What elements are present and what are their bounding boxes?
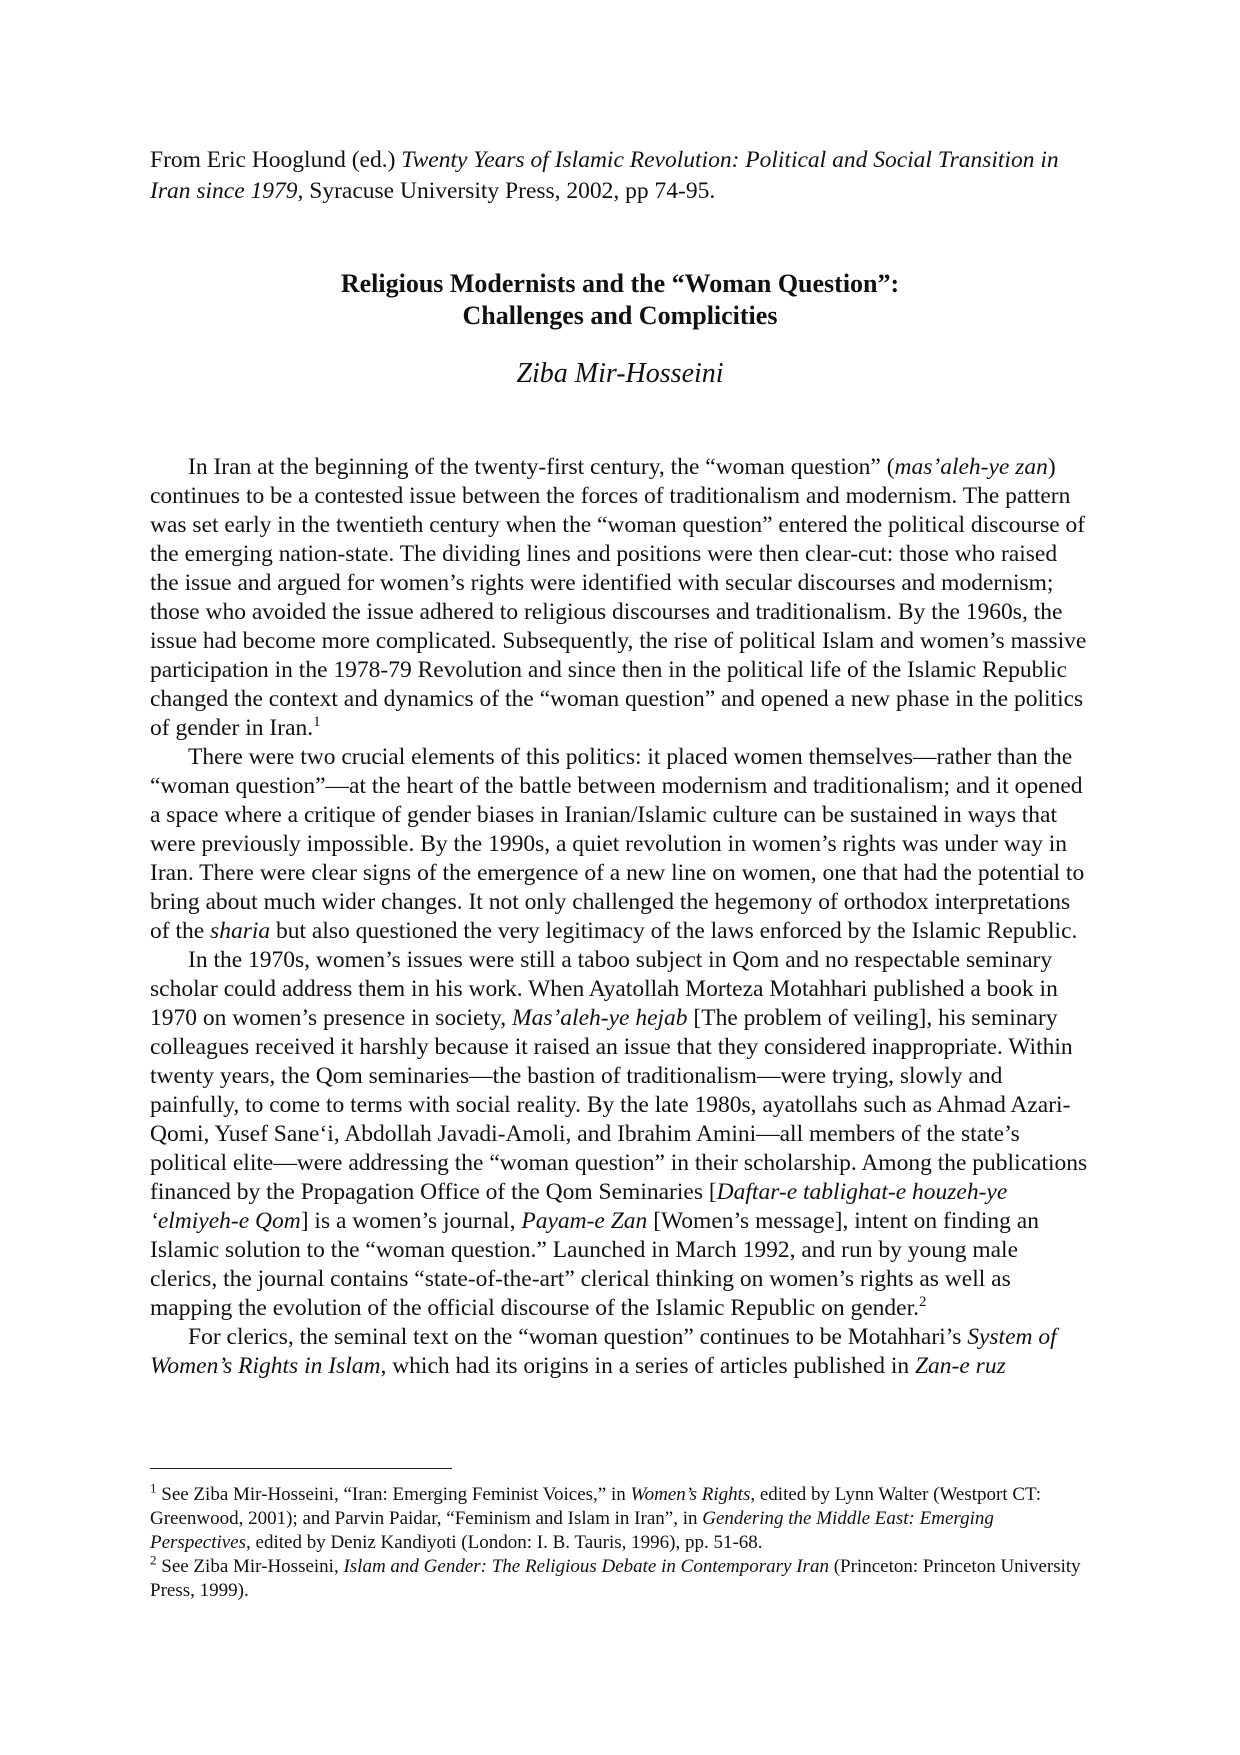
text-run: , edited by Deniz Kandiyoti (London: I. B. Tauris, 1996), pp. 51-68. [246, 1532, 763, 1553]
footnote [150, 1552, 1090, 1603]
footnote-number: 2 [150, 1552, 157, 1568]
italic-text: sharia [210, 918, 271, 944]
italic-text: Zan-e ruz [914, 1353, 1006, 1379]
italic-text: Daftar-e tablighat-e houzeh-ye ‘elmiyeh-e Qom [150, 1179, 1008, 1234]
footnote-divider [150, 1468, 452, 1469]
italic-text: System of Women’s Rights in Islam [150, 1324, 1057, 1379]
footnote-number: 1 [150, 1480, 157, 1496]
italic-text: Mas’aleh-ye hejab [512, 1005, 688, 1031]
source-suffix: , Syracuse University Press, 2002, pp 74-95. [297, 178, 716, 204]
source-book-title: Twenty Years of Islamic Revolution: Political and Social Transition in Iran since 1979 [150, 147, 1059, 204]
footnote-reference: 2 [919, 1294, 927, 1311]
title-block [150, 268, 1090, 391]
text-run: For clerics, the seminal text on the “woman question” continues to be Motahhari’s [188, 1324, 968, 1350]
text-run: See Ziba Mir-Hosseini, “Iran: Emerging Feminist Voices,” in [156, 1484, 631, 1505]
body-paragraph [150, 743, 1090, 946]
italic-text: Gendering the Middle East: Emerging Perspectives [150, 1508, 994, 1553]
text-run: See Ziba Mir-Hosseini, [156, 1556, 344, 1577]
body-text [150, 453, 1090, 1381]
text-run: In Iran at the beginning of the twenty-first century, the “woman question” ( [188, 454, 895, 480]
italic-text: mas’aleh-ye zan [894, 454, 1048, 480]
body-paragraph [150, 453, 1090, 743]
text-run: In the 1970s, women’s issues were still a taboo subject in Qom and no respectable seminary scholar could address them in his work. When Ayatollah Morteza Motahhari published a book in 1970 on women’s presence in society, [150, 947, 1058, 1031]
italic-text: Women’s Rights [630, 1484, 751, 1505]
text-run: [The problem of veiling], his seminary colleagues received it harshly because it raised an issue that they considered inappropriate. Within twenty years, the Qom seminaries—the bastion of traditionalism—were trying, slowly and painfully, to come to terms with social reality. By the late 1980s, ayatollahs such as Ahmad Azari-Qomi, Yusef Sane‘i, Abdollah Javadi-Amoli, and Ibrahim Amini—all members of the state’s political elite—were addressing the “woman question” in their scholarship. Among the publications financed by the Propagation Office of the Qom Seminaries [ [150, 1005, 1088, 1205]
footnote [150, 1480, 1090, 1555]
footnotes [150, 1480, 1090, 1603]
source-citation [150, 145, 1090, 207]
author-name: Ziba Mir-Hosseini [516, 358, 724, 389]
text-run: [Women’s message], intent on finding an Islamic solution to the “woman question.” Launched in March 1992, and run by young male clerics, the journal contains “state-of-the-art” clerical thinking on women’s rights as well as mapping the evolution of the official discourse of the Islamic Republic on gender. [150, 1208, 1039, 1321]
source-prefix: From Eric Hooglund (ed.) [150, 147, 402, 173]
italic-text: Payam-e Zan [521, 1208, 648, 1234]
text-run: , which had its origins in a series of articles published in [380, 1353, 915, 1379]
article-title-line-2: Challenges and Complicities [462, 301, 778, 330]
body-paragraph [150, 946, 1090, 1323]
text-run: , edited by Lynn Walter (Westport CT: Greenwood, 2001); and Parvin Paidar, “Feminism and Islam in Iran”, in [150, 1484, 1041, 1529]
body-paragraph [150, 1323, 1090, 1381]
article-title [150, 268, 1090, 332]
text-run: but also questioned the very legitimacy of the laws enforced by the Islamic Republic. [270, 918, 1078, 944]
text-run: (Princeton: Princeton University Press, 1999). [150, 1556, 1081, 1601]
footnote-reference: 1 [313, 714, 321, 731]
text-run: ] is a women’s journal, [300, 1208, 522, 1234]
italic-text: Islam and Gender: The Religious Debate in Contemporary Iran [343, 1556, 829, 1577]
text-run: There were two crucial elements of this politics: it placed women themselves—rather than the “woman question”—at the heart of the battle between modernism and traditionalism; and it opened a space where a critique of gender biases in Iranian/Islamic culture can be sustained in ways that were previously impossible. By the 1990s, a quiet revolution in women’s rights was under way in Iran. There were clear signs of the emergence of a new line on women, one that had the potential to bring about much wider changes. It not only challenged the hegemony of orthodox interpretations of the [150, 744, 1085, 944]
text-run: ) continues to be a contested issue between the forces of traditionalism and modernism. The pattern was set early in the twentieth century when the “woman question” entered the political discourse of the emerging nation-state. The dividing lines and positions were then clear-cut: those who raised the issue and argued for women’s rights were identified with secular discourses and modernism; those who avoided the issue adhered to religious discourses and traditionalism. By the 1960s, the issue had become more complicated. Subsequently, the rise of political Islam and women’s massive participation in the 1978-79 Revolution and since then in the political life of the Islamic Republic changed the context and dynamics of the “woman question” and opened a new phase in the politics of gender in Iran. [150, 454, 1087, 741]
article-title-line-1: Religious Modernists and the “Woman Question”: [340, 269, 900, 298]
